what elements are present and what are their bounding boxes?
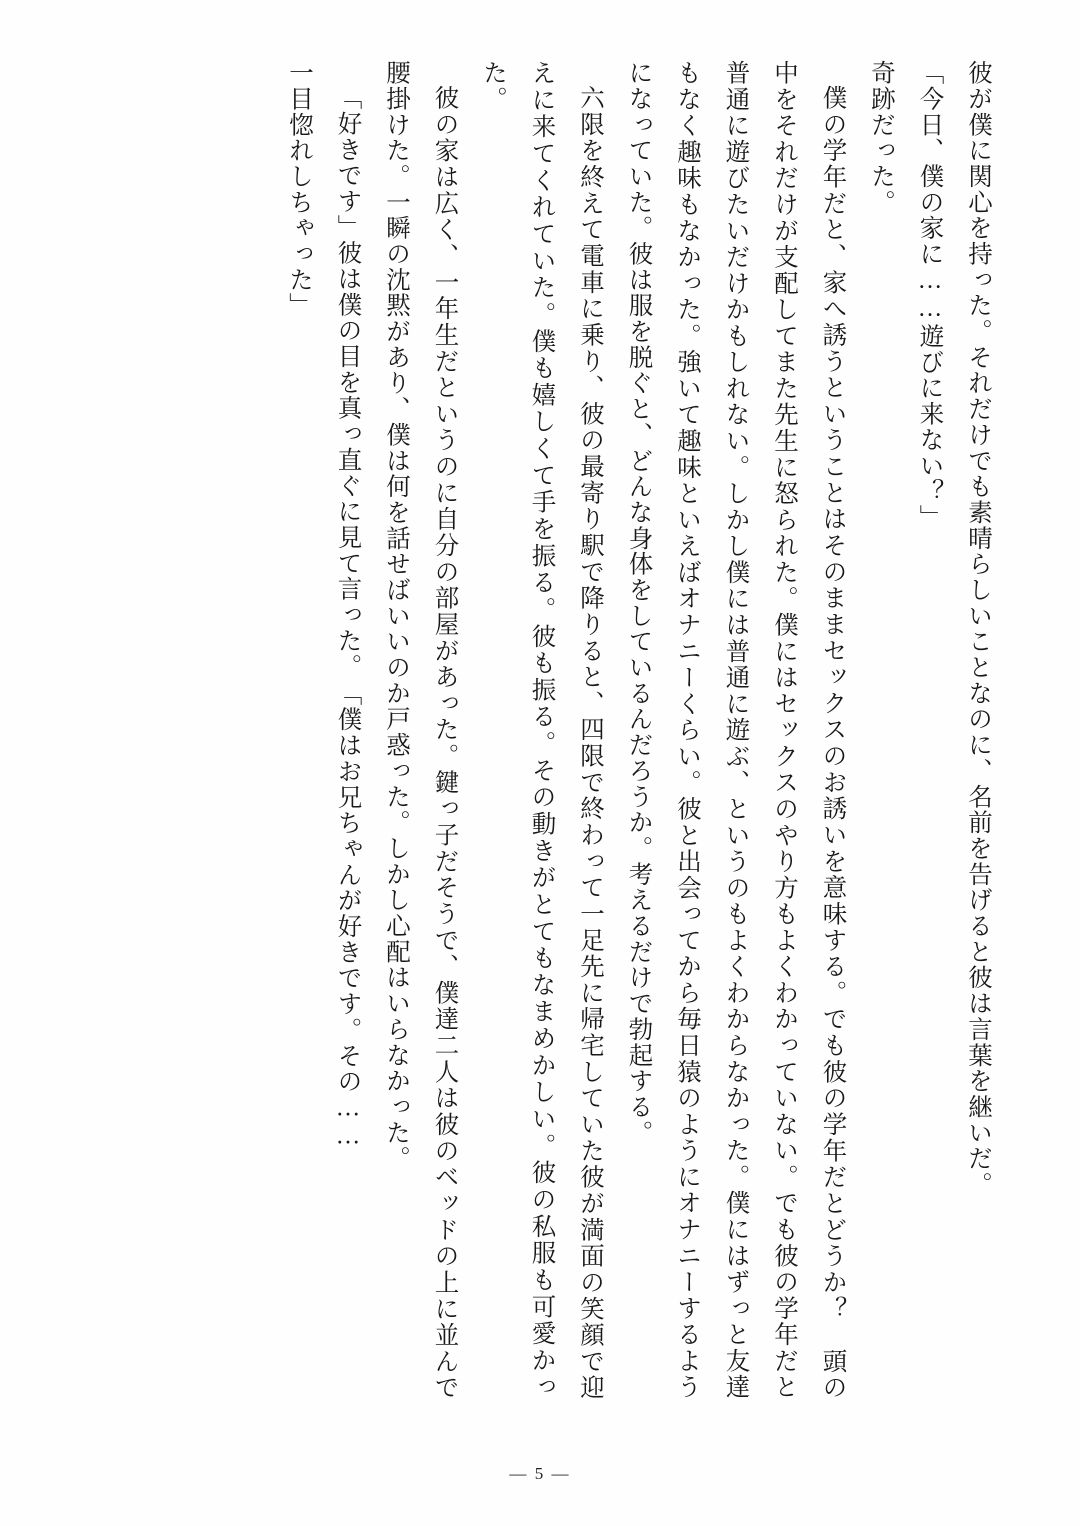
paragraph: 「好きです」彼は僕の目を真っ直ぐに見て言った。 「僕はお兄ちゃんが好きです。その…… (334, 84, 362, 1151)
paragraph: 彼の家は広く、一年生だというのに自分の部屋があった。鍵っ子だそうで、僕達二人は彼のベッドの上に並んで腰掛けた。一瞬の沈黙があり、僕は何を話せばいいのか戸惑った。しかし心配はいらなかった。 (383, 60, 459, 1400)
paragraph: 奇跡だった。 (868, 60, 895, 216)
page-number: ― 5 ― (509, 1464, 571, 1483)
paragraph: 僕の学年だと、家へ誘うということはそのままセックスのお誘いを意味する。でも彼の学年だとどうか？ 頭の中をそれだけが支配してまた先生に怒られた。僕にはセックスのやり方もよくわかっていない。でも彼の学年だと普通に遊びたいだけかもしれない。しかし僕には普通に遊ぶ、というのもよくわからなかった。僕にはずっと友達もなく趣味もなかった。強いて趣味といえばオナニーくらい。彼と出会ってから毎日猿のようにオナニーするようになっていた。彼は服を脱ぐと、どんな身体をしているんだろうか。考えるだけで勃起する。 (625, 60, 847, 1400)
page-text-body (132, 60, 1002, 1400)
paragraph: 一目惚れしちゃった」 (286, 60, 313, 319)
paragraph: 六限を終えて電車に乗り、彼の最寄り駅で降りると、四限で終わって一足先に帰宅していた彼が満面の笑顔で迎えに来てくれていた。僕も嬉しくて手を振る。彼も振る。その動きがとてもなまめかしい。彼の私服も可愛かった。 (480, 60, 604, 1400)
paragraph: 彼が僕に関心を持った。それだけでも素晴らしいことなのに、名前を告げると彼は言葉を継いだ。 (965, 60, 992, 1198)
paragraph: 「今日、僕の家に……遊びに来ない？」 (916, 60, 944, 531)
